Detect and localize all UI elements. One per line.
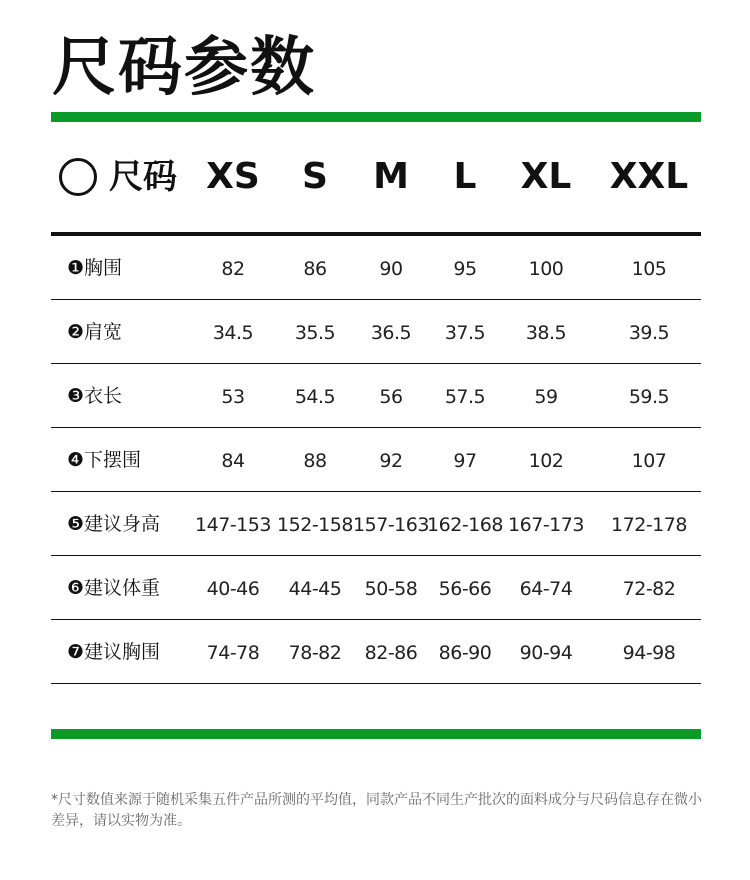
table-cell: 40-46 (206, 578, 260, 600)
table-cell: 84 (221, 450, 245, 472)
circle-icon (59, 158, 97, 196)
table-cell: 78-82 (288, 642, 342, 664)
table-row (51, 428, 701, 492)
table-cell: 167-173 (508, 514, 584, 536)
table-cell: 172-178 (611, 514, 687, 536)
table-cell: 82-86 (364, 642, 418, 664)
row-label: ❶胸围 (67, 257, 123, 279)
table-cell: 50-58 (364, 578, 418, 600)
row-label: ❹下摆围 (67, 449, 142, 471)
table-cell: 38.5 (525, 322, 567, 344)
table-cell: 54.5 (294, 386, 336, 408)
size-header-row (51, 146, 701, 214)
table-cell: 86 (303, 258, 327, 280)
table-cell: 56 (379, 386, 403, 408)
size-header-xxl: XXL (609, 156, 689, 197)
table-cell: 39.5 (628, 322, 670, 344)
size-header-label: 尺码 (109, 157, 177, 197)
table-cell: 64-74 (519, 578, 573, 600)
row-label: ❻建议体重 (67, 577, 161, 599)
page-title: 尺码参数 (52, 31, 316, 105)
table-cell: 88 (303, 450, 327, 472)
table-cell: 162-168 (427, 514, 503, 536)
table-cell: 94-98 (622, 642, 676, 664)
table-cell: 34.5 (212, 322, 254, 344)
table-cell: 59.5 (628, 386, 670, 408)
size-header-xl: XL (520, 156, 572, 197)
table-cell: 59 (534, 386, 558, 408)
top-green-divider (51, 112, 701, 122)
size-header-l: L (453, 156, 477, 197)
table-row (51, 364, 701, 428)
row-label: ❺建议身高 (67, 513, 161, 535)
table-cell: 57.5 (444, 386, 486, 408)
table-cell: 74-78 (206, 642, 260, 664)
table-cell: 86-90 (438, 642, 492, 664)
table-cell: 44-45 (288, 578, 342, 600)
bottom-green-divider (51, 729, 701, 739)
row-label: ❸衣长 (67, 385, 123, 407)
table-cell: 90-94 (519, 642, 573, 664)
table-cell: 157-163 (353, 514, 429, 536)
table-row (51, 236, 701, 300)
table-cell: 95 (453, 258, 477, 280)
table-cell: 105 (631, 258, 667, 280)
table-row (51, 620, 701, 684)
table-cell: 147-153 (195, 514, 271, 536)
table-cell: 35.5 (294, 322, 336, 344)
table-cell: 97 (453, 450, 477, 472)
table-cell: 102 (528, 450, 564, 472)
table-cell: 107 (631, 450, 667, 472)
table-row (51, 492, 701, 556)
row-label: ❷肩宽 (67, 321, 123, 343)
size-header-m: M (373, 156, 409, 197)
table-row (51, 300, 701, 364)
size-header-s: S (302, 156, 328, 197)
table-row (51, 556, 701, 620)
table-cell: 36.5 (370, 322, 412, 344)
table-cell: 56-66 (438, 578, 492, 600)
size-header-xs: XS (206, 156, 260, 197)
table-cell: 37.5 (444, 322, 486, 344)
table-cell: 152-158 (277, 514, 353, 536)
table-cell: 92 (379, 450, 403, 472)
table-cell: 100 (528, 258, 564, 280)
footnote: *尺寸数值来源于随机采集五件产品所测的平均值，同款产品不同生产批次的面料成分与尺码信息存在微小差异，请以实物为准。 (51, 792, 702, 829)
table-cell: 72-82 (622, 578, 676, 600)
table-cell: 53 (221, 386, 245, 408)
table-cell: 82 (221, 258, 245, 280)
row-label: ❼建议胸围 (67, 641, 161, 663)
table-cell: 90 (379, 258, 403, 280)
